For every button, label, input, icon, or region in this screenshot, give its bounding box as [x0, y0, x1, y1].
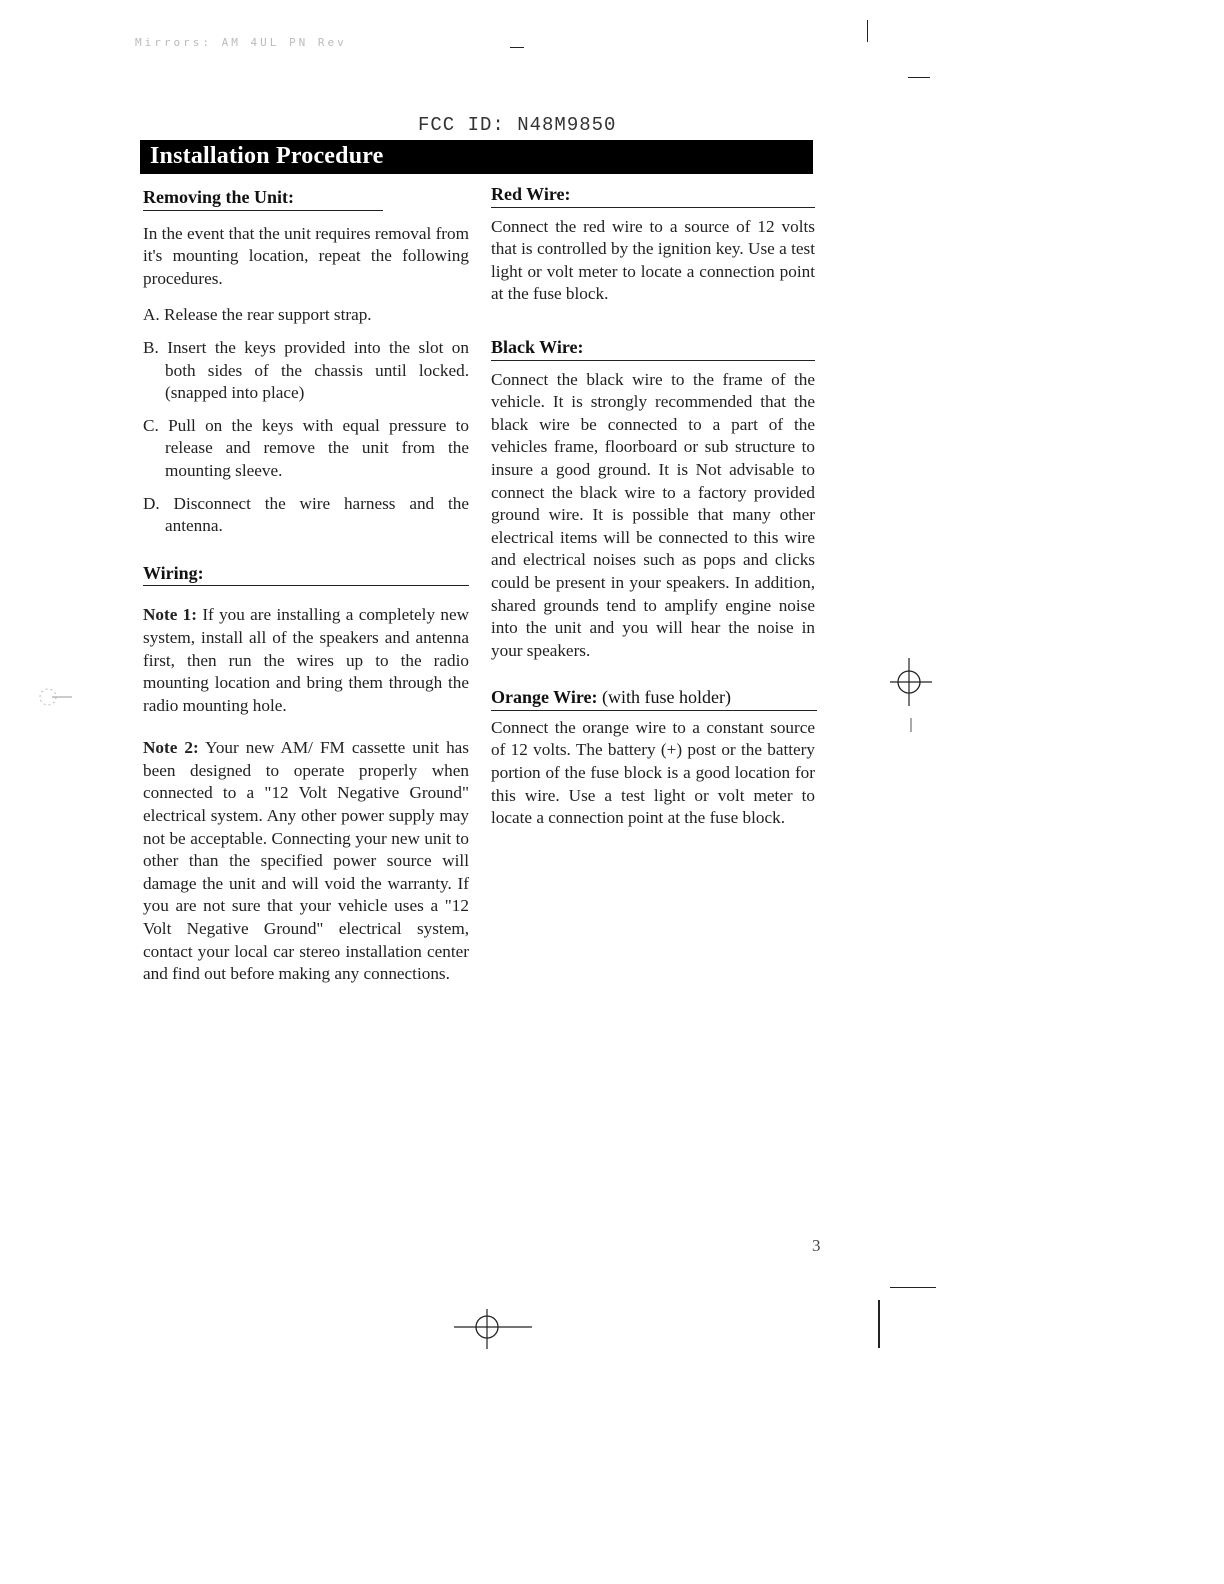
crop-mark-icon — [908, 77, 930, 78]
registration-mark-icon — [34, 682, 76, 712]
step-c: C. Pull on the keys with equal pressure to release and remove the unit from the mounting sleeve. — [143, 415, 469, 480]
section-banner — [140, 140, 813, 174]
section-title: Installation Procedure — [150, 143, 384, 169]
page-number: 3 — [812, 1236, 821, 1255]
note-1-text: If you are installing a completely new system, install all of the speakers and antenna first, then run the wires up to the radio mounting location and bring them through the radio mounting hole. — [143, 605, 469, 715]
right-column — [491, 183, 815, 830]
note-1-label: Note 1: — [143, 605, 197, 625]
step-a: A. Release the rear support strap. — [143, 305, 372, 325]
orange-wire-heading-label: Orange Wire: — [491, 687, 598, 708]
registration-mark-icon — [452, 1305, 536, 1353]
crop-mark-icon — [878, 1300, 880, 1348]
orange-wire-heading — [491, 686, 817, 711]
step-d: D. Disconnect the wire harness and the antenna. — [143, 493, 469, 536]
red-wire-heading: Red Wire: — [491, 183, 815, 208]
step-b: B. Insert the keys provided into the slot on both sides of the chassis until locked. (snapped into place) — [143, 337, 469, 403]
registration-mark-icon — [886, 652, 936, 734]
red-wire-text: Connect the red wire to a source of 12 volts that is controlled by the ignition key. Use a test light or volt meter to locate a connection point at the fuse block. — [491, 216, 815, 304]
scan-header-noise: Mirrors: AM 4UL PN Rev — [135, 36, 347, 49]
removing-heading: Removing the Unit: — [143, 186, 383, 211]
black-wire-heading: Black Wire: — [491, 336, 815, 361]
crop-mark-icon — [867, 20, 868, 42]
orange-wire-heading-note: (with fuse holder) — [602, 687, 731, 708]
crop-mark-icon — [510, 47, 524, 48]
note-2-label: Note 2: — [143, 738, 199, 758]
left-column — [143, 186, 469, 986]
wiring-heading: Wiring: — [143, 562, 469, 587]
note-2 — [143, 737, 469, 986]
fcc-id: FCC ID: N48M9850 — [418, 114, 617, 136]
note-1 — [143, 604, 469, 717]
black-wire-text: Connect the black wire to the frame of the vehicle. It is strongly recommended that the black wire be connected to a part of the vehicles frame, floorboard or sub structure to insure a good ground. It is Not advisable to connect the black wire to a factory provided ground wire. It is possible that many other electrical items will be connected to this wire and electrical noises such as pops and clicks could be present in your speakers. In addition, shared grounds tend to amplify engine noise into the unit and you will hear the noise in your speakers. — [491, 369, 815, 660]
removing-intro: In the event that the unit requires removal from it's mounting location, repeat the following procedures. — [143, 223, 469, 288]
note-2-text: Your new AM/ FM cassette unit has been designed to operate properly when connected to a "12 Volt Negative Ground" electrical system. Any other power supply may not be acceptable. Connecting your new unit to other than the specified power source will damage the unit and will void the warranty. If you are not sure that your vehicle uses a "12 Volt Negative Ground" electrical system, contact your local car stereo installation center and find out before making any connections. — [143, 738, 469, 984]
crop-mark-icon — [890, 1287, 936, 1288]
orange-wire-text: Connect the orange wire to a constant source of 12 volts. The battery (+) post or the battery portion of the fuse block is a good location for this wire. Use a test light or volt meter to locate a connection point at the fuse block. — [491, 717, 815, 828]
